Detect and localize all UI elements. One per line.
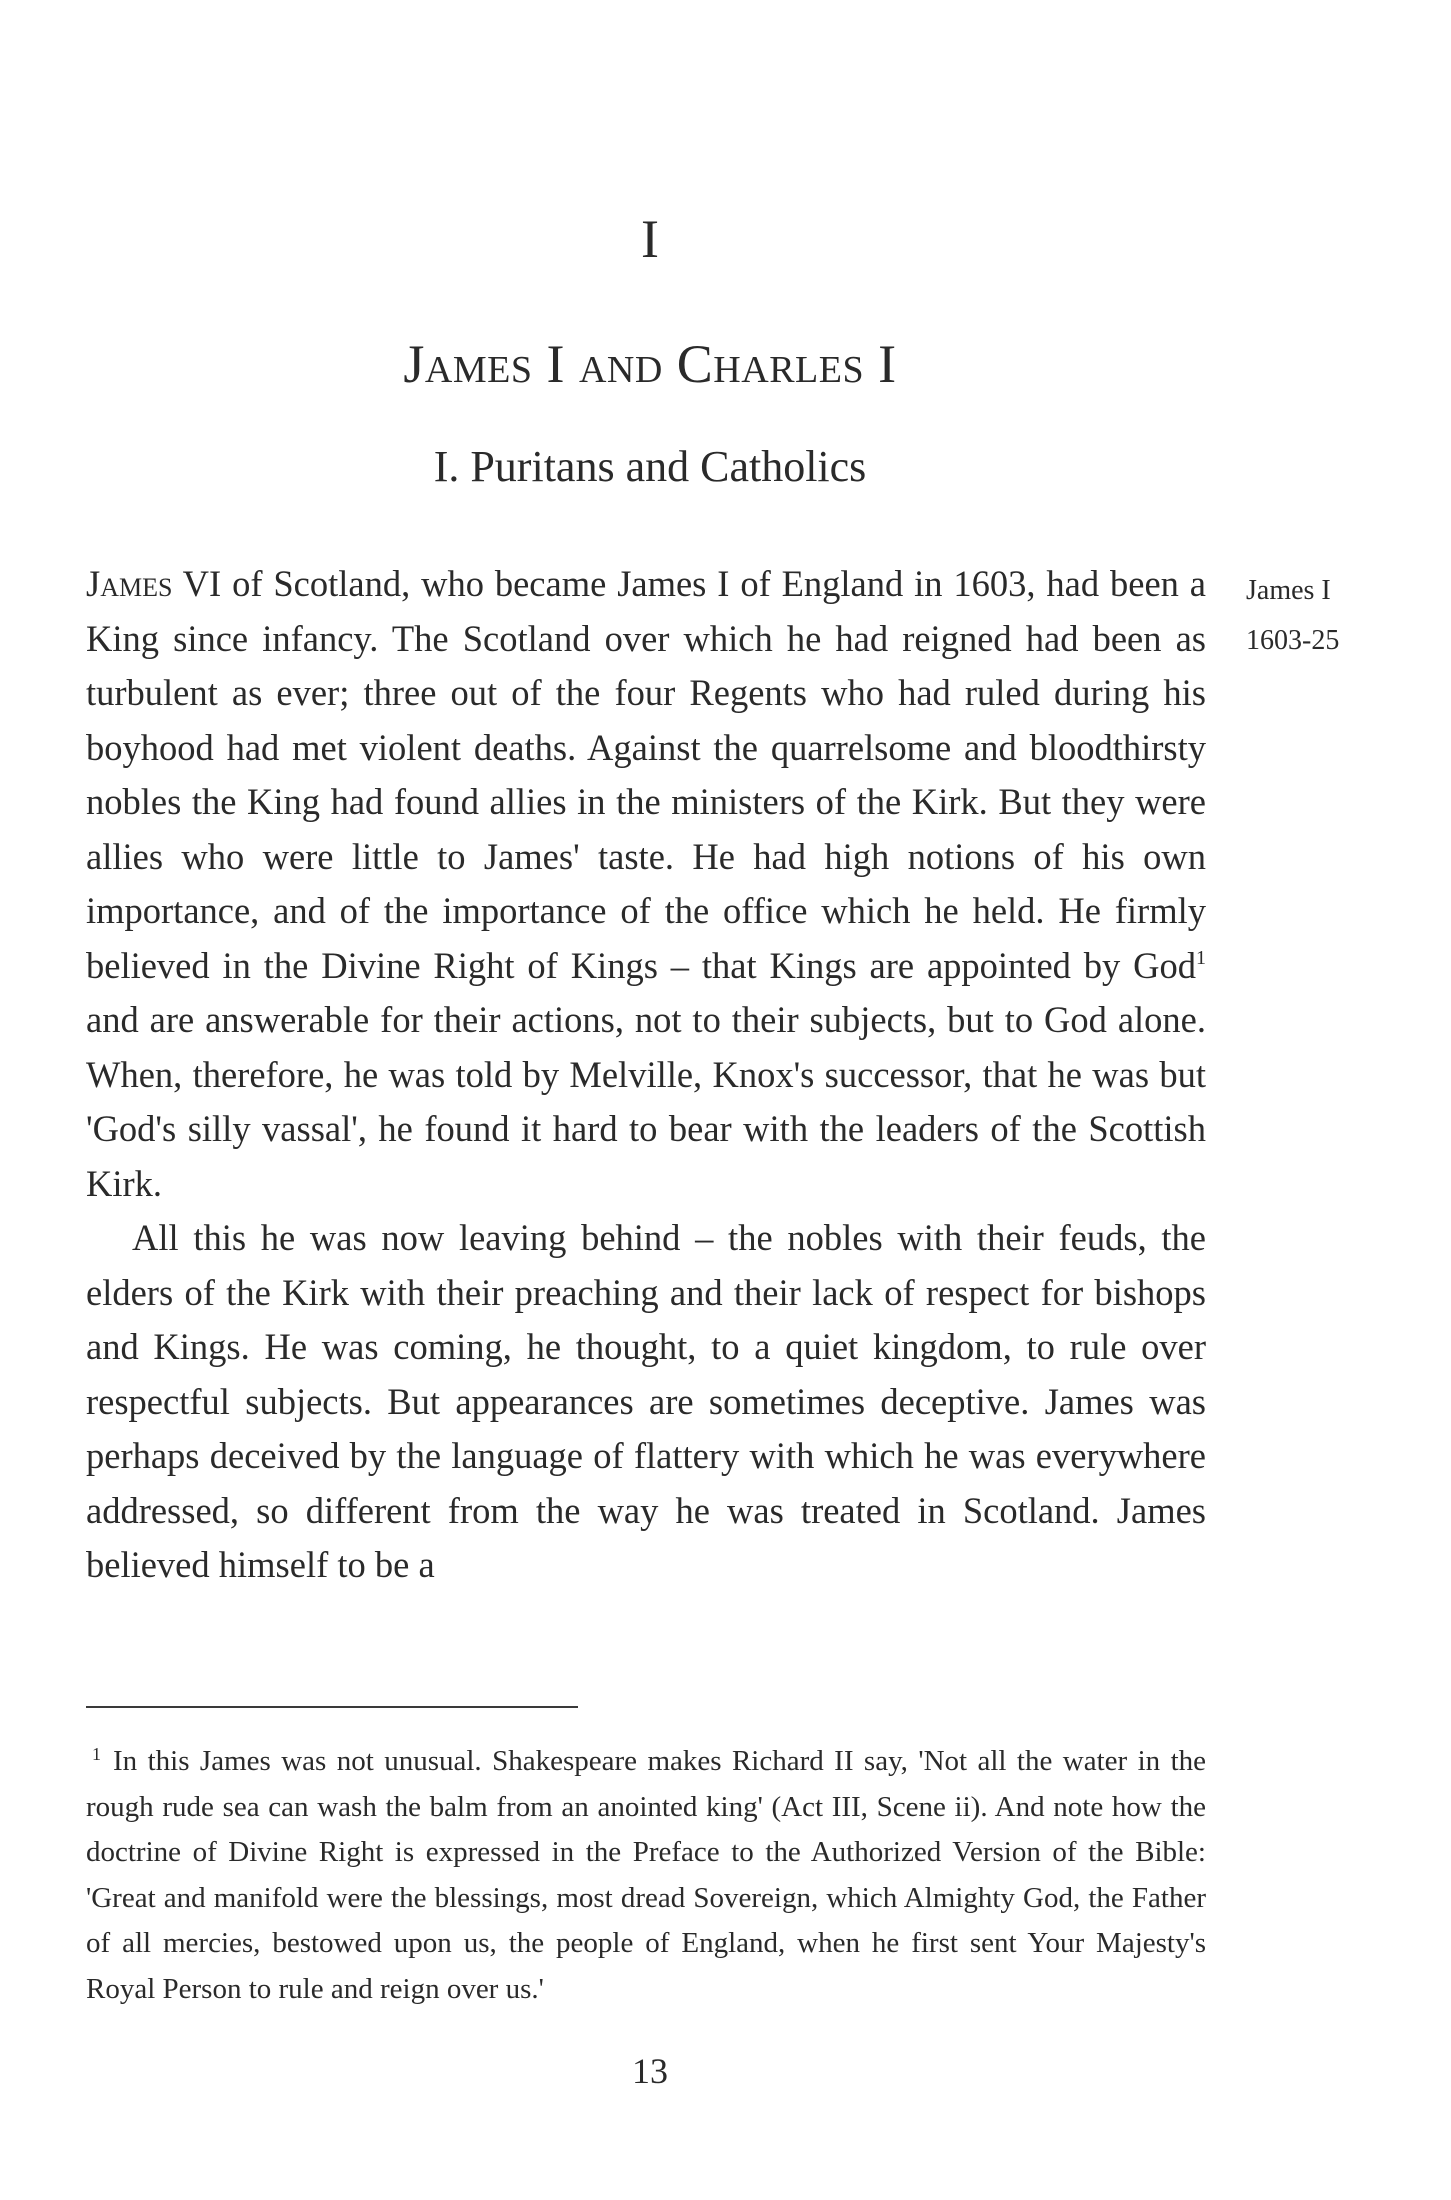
- body-text: [86, 557, 1206, 1593]
- chapter-number: I: [641, 209, 659, 269]
- page-number: 13: [632, 2051, 668, 2091]
- section-heading: I. Puritans and Catholics: [433, 442, 867, 491]
- footnote-reference: 1: [1196, 946, 1206, 969]
- lead-word: James: [86, 563, 173, 604]
- marginal-note-dates: 1603-25: [1246, 625, 1340, 656]
- footnote-text: In this James was not unusual. Shakespeare makes Richard II say, 'Not all the water in the rough rude sea can wash the balm from an anointed king' (Act III, Scene ii). And note how the doctrine of Divine Right is expressed in the Preface to the Authorized Version of the Bible: 'Great and manifold were the blessings, most dread Sovereign, which Almighty God, the Father of all mercies, bestowed upon us, the people of England, when he first sent Your Majesty's Royal Person to rule and reign over us.': [86, 1745, 1206, 2005]
- footnote: [86, 1732, 1206, 2012]
- paragraph-1-text-part-1: VI of Scotland, who became James I of England in 1603, had been a King since infancy. The Scotland over which he had reigned had been as turbulent as ever; three out of the four Regents who had ruled during his boyhood had met violent deaths. Against the quarrelsome and bloodthirsty nobles the King had found allies in the ministers of the Kirk. But they were allies who were little to James' taste. He had high notions of his own importance, and of the importance of the office which he held. He firmly believed in the Divine Right of Kings – that Kings are appointed by God: [86, 563, 1206, 986]
- paragraph-1-text-part-2: and are answerable for their actions, not to their subjects, but to God alone. When, therefore, he was told by Melville, Knox's successor, that he was but 'God's silly vassal', he found it hard to bear with the leaders of the Scottish Kirk.: [86, 999, 1206, 1204]
- chapter-title: James I and Charles I: [403, 334, 897, 394]
- marginal-note: [1246, 566, 1339, 666]
- footnote-divider: [86, 1706, 578, 1708]
- paragraph-2: All this he was now leaving behind – the nobles with their feuds, the elders of the Kirk with their preaching and their lack of respect for bishops and Kings. He was coming, he thought, to a quiet kingdom, to rule over respectful subjects. But appearances are sometimes deceptive. James was perhaps deceived by the language of flattery with which he was everywhere addressed, so different from the way he was treated in Scotland. James believed himself to be a: [86, 1217, 1206, 1585]
- footnote-mark: 1: [92, 1744, 101, 1764]
- marginal-note-name: James I: [1246, 575, 1331, 606]
- paragraph-1: [86, 557, 1206, 1211]
